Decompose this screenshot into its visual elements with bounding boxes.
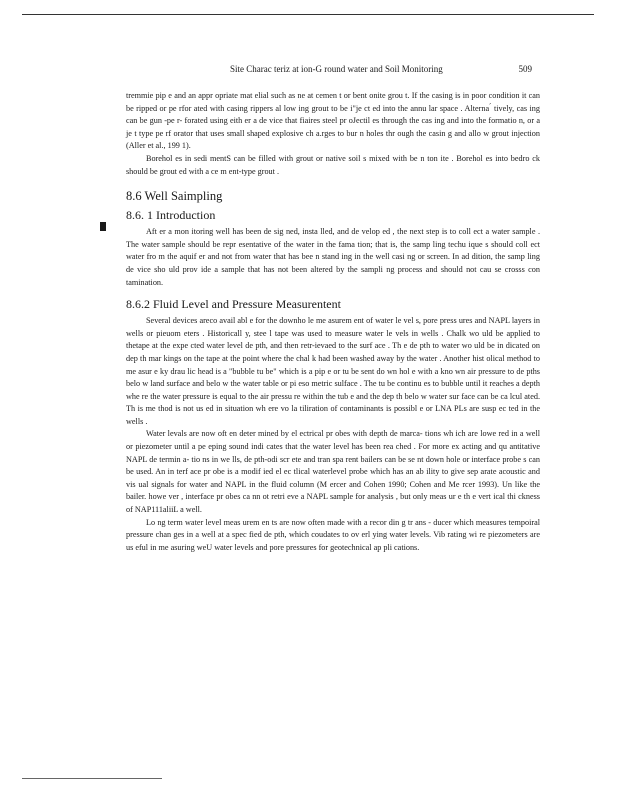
fluid-level-paragraph-3: Lo ng term water level meas urem en ts are now often made with a recor din g tr ans - ducer which measures tempoiral pressure chan ges in a well at a spec fied de pth, which coudates to ov erl ying water levels. Vib rating wi re piezometers are us eful in me asuring weU water levels and pore pressures for geotechnical ap pli cations. bbox=[126, 517, 540, 552]
page-body bbox=[126, 90, 540, 554]
fluid-level-paragraph-1: Several devices areco avail abl e for the downho le me asurem ent of water le vel s, pore press ures and NAPL layers in wells or pieuom eters . Historicall y, stee l tape was used to measure water le vels in wells . Chalk wo uld be applied to thetape at the expe cted water level de pth, and then retr-ievaed to the surf ace . Th e de pth to water wo uld be in dicated on dep th mar kings on the tape at the point where the chal k had been washed away by the water . Another hist olical method to me asur e ky drau lic head is a "bubble tu be" which is a pip e or tu be sent do wn hol e with a kno wn air pressure to de pths belo w land surface and belo w the water table or pi eso metric sulface . The tu be continu es to bubble until it reaches a depth whe re the water pressure is equal to the air pressu re within the tub e and the dep th belo w water sur face can be ca lcul ated. Th is me thod is not us ed in situation wh ere vo la tiliration of contaminants is possibl e or LNA PLs are susp ec ted in the wells . bbox=[126, 316, 540, 426]
page-number: 509 bbox=[518, 64, 532, 74]
running-header bbox=[126, 64, 544, 78]
intro-paragraph-2: Borehol es in sedi mentS can be filled with grout or native soil s mixed with be n ton ite . Borehol es into bedro ck should be grout ed with a ce m ent-type grout . bbox=[126, 153, 540, 176]
subsection-heading-fluid-level: 8.6.2 Fluid Level and Pressure Measurentent bbox=[126, 297, 341, 312]
subsection-heading-introduction: 8.6. 1 Introduction bbox=[126, 208, 216, 223]
section-marker bbox=[100, 222, 106, 231]
top-rule bbox=[22, 14, 594, 15]
footnote-rule bbox=[22, 778, 162, 779]
intro-paragraph-1: tremmie pip e and an appr opriate mat elial such as ne at cemen t or bent onite grou t. If the casing is in poor condition it can be ripped or pe rfor ated with casing rippers al low ing grout to be i"je ct ed into the annu lar space . Alterna ́ tively, cas ing can be gun -pe r- forated using eith er a de vice that fiaires steel pr oJectil es through the cas ing and into the formatio n, or a je t type pe rf orator that uses small shaped explosive ch a.rges to bur n holes thr ough the casin g and allo w grout injection (Aller et al., 199 1). bbox=[126, 91, 540, 151]
fluid-level-paragraph-2: Water levals are now oft en deter mined by el ectrical pr obes with depth de marca- tions wh ich are lowe red in a well or piezometer until a pe eping sound indi cates that the water level has been rea ched . For more ex acting and qu antitative NAPL de termin a- tio ns in we lls, de pth-odi scr ete and tran spa rent bailers can be se nt down hole or interface probe s can be used. An in terf ace pr obe is a modif ied el ec tlical waterlevel probe which has an ab ility to give sep arate acoustic and vis ual signals for water and NAPL in the fluid column (M ercer and Cohen 1990; Cohen and Me rcer 1993). Un like the bailer. howe ver , interface pr obes ca nn ot retri eve a NAPL sample for analysis , but only meas ur e th e vert ical thi ckness of NAP111aliiL a well. bbox=[126, 429, 540, 515]
introduction-paragraph: Aft er a mon itoring well has been de sig ned, insta lled, and de velop ed , the next step is to coll ect a water sample . The water sample should be repr esentative of the water in the fama tion; that is, the samp ling techu ique s should coll ect water fro m the aquif er and not from water that has bee n stand ing in the well casi ng or screen. In ad dition, the samp ling de vice sho uld prov ide a sample that has not been altered by the sampli ng process and should not cau se crosss con tamination. bbox=[126, 227, 540, 287]
section-heading: 8.6 Well Saimpling bbox=[126, 189, 223, 204]
running-title: Site Charac teriz at ion-G round water and Soil Monitoring bbox=[230, 64, 443, 74]
